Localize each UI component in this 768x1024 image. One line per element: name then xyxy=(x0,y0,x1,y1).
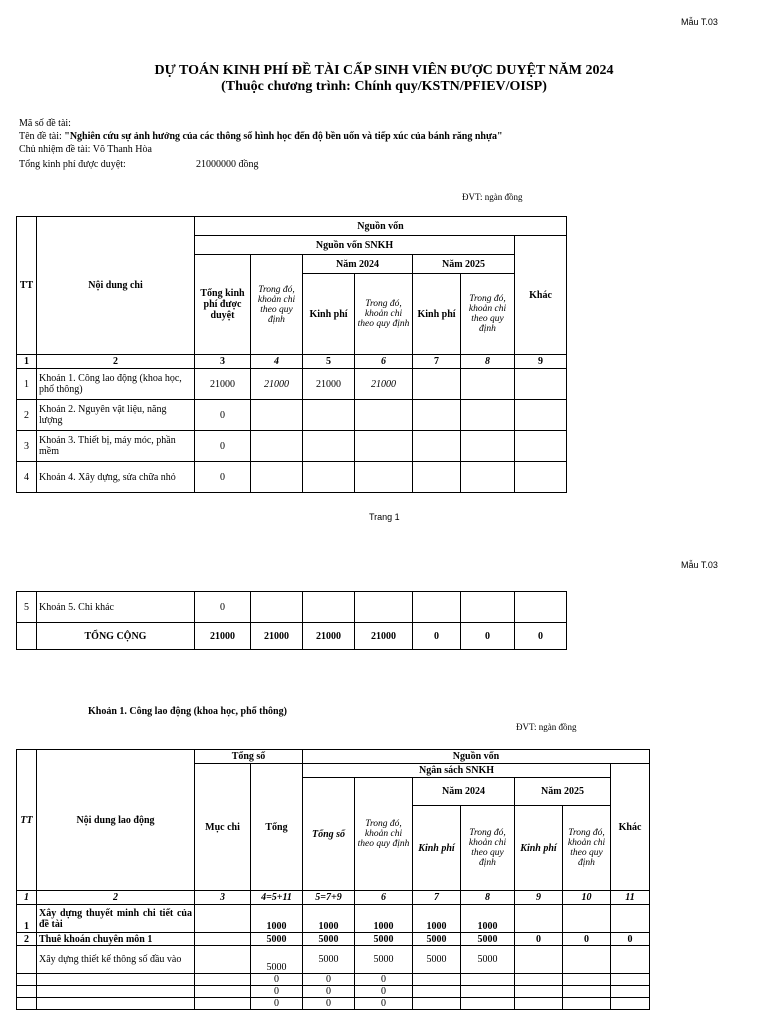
zero-value: 0 xyxy=(303,986,355,998)
row-name: Khoản 2. Nguyên vật liệu, năng lượng xyxy=(37,400,195,431)
row-among: 21000 xyxy=(251,369,303,400)
total-row xyxy=(17,623,567,650)
row-tt: 2 xyxy=(17,400,37,431)
table-row xyxy=(17,369,567,400)
row-among xyxy=(251,400,303,431)
zero-value: 0 xyxy=(355,986,413,998)
col-index: 7 xyxy=(413,355,461,369)
row-name: Thuê khoán chuyên môn 1 xyxy=(37,933,195,946)
total-value: 21000 xyxy=(303,623,355,650)
col-index: 9 xyxy=(515,891,563,905)
row-cost-2024: 5000 xyxy=(413,933,461,946)
empty-cell xyxy=(17,998,37,1010)
row-sum: 5000 xyxy=(303,946,355,974)
lead-name: Võ Thanh Hòa xyxy=(92,144,152,155)
empty-cell xyxy=(515,946,563,974)
row-among-2025 xyxy=(461,462,515,493)
header-year-2024: Năm 2024 xyxy=(303,255,413,274)
total-value: 21000 xyxy=(195,623,251,650)
row-cost-2024: 5000 xyxy=(413,946,461,974)
empty-cell xyxy=(515,905,563,933)
col-index: 1 xyxy=(17,891,37,905)
empty-cell xyxy=(355,592,413,623)
row-among: 5000 xyxy=(355,933,413,946)
row-among-2024 xyxy=(355,400,413,431)
header-other: Khác xyxy=(611,764,650,891)
table-row xyxy=(17,905,650,933)
empty-cell xyxy=(563,905,611,933)
row-total: 21000 xyxy=(195,369,251,400)
row-tt: 3 xyxy=(17,431,37,462)
empty-cell xyxy=(17,946,37,974)
empty-cell xyxy=(37,998,195,1010)
header-tt: TT xyxy=(17,750,37,891)
empty-cell xyxy=(563,946,611,974)
empty-cell xyxy=(413,974,461,986)
header-content: Nội dung lao động xyxy=(37,750,195,891)
empty-cell xyxy=(195,946,251,974)
header-among-2025: Trong đó, khoản chi theo quy định xyxy=(461,274,515,355)
row-total: 1000 xyxy=(251,905,303,933)
header-among-2024: Trong đó, khoản chi theo quy định xyxy=(461,806,515,891)
row-total: 0 xyxy=(195,592,251,623)
table-row xyxy=(17,431,567,462)
col-index: 2 xyxy=(37,891,195,905)
row-among-2025 xyxy=(461,400,515,431)
row-tt: 5 xyxy=(17,592,37,623)
table-row xyxy=(17,592,567,623)
table-row xyxy=(17,986,650,998)
unit-label: ĐVT: ngàn đồng xyxy=(462,192,523,202)
col-index: 3 xyxy=(195,891,251,905)
row-total: 5000 xyxy=(251,946,303,974)
page-number: Trang 1 xyxy=(369,512,400,522)
total-value: 0 xyxy=(413,623,461,650)
project-code-label: Mã số đề tài: xyxy=(19,118,71,129)
budget-summary-continued xyxy=(16,591,567,650)
empty-cell xyxy=(461,998,515,1010)
empty-cell xyxy=(515,974,563,986)
empty-cell xyxy=(195,998,251,1010)
unit-label-page2: ĐVT: ngàn đồng xyxy=(516,722,577,732)
col-index: 5=7+9 xyxy=(303,891,355,905)
form-code: Mẫu T.03 xyxy=(681,17,718,27)
empty-cell xyxy=(611,974,650,986)
zero-value: 0 xyxy=(303,974,355,986)
empty-cell xyxy=(37,974,195,986)
total-label: TỔNG CỘNG xyxy=(37,623,195,650)
header-among: Trong đó, khoản chi theo quy định xyxy=(251,255,303,355)
row-tt: 1 xyxy=(17,905,37,933)
project-name-label: Tên đề tài: xyxy=(19,131,62,142)
form-code-page2: Mẫu T.03 xyxy=(681,560,718,570)
header-source: Nguồn vốn xyxy=(303,750,650,764)
row-name: Xây dựng thuyết minh chi tiết của đề tài xyxy=(37,905,195,933)
table-row xyxy=(17,462,567,493)
empty-cell xyxy=(515,998,563,1010)
row-name: Khoản 4. Xây dựng, sửa chữa nhỏ xyxy=(37,462,195,493)
row-total: 0 xyxy=(195,462,251,493)
row-among: 5000 xyxy=(355,946,413,974)
zero-value: 0 xyxy=(251,986,303,998)
row-cost-2025 xyxy=(413,431,461,462)
empty-cell xyxy=(563,986,611,998)
page-title: DỰ TOÁN KINH PHÍ ĐỀ TÀI CẤP SINH VIÊN ĐƯỢC DUYỆT NĂM 2024 xyxy=(154,63,614,78)
empty-cell xyxy=(17,986,37,998)
empty-cell xyxy=(563,974,611,986)
header-totals: Tổng số xyxy=(195,750,303,764)
header-snkh: Nguồn vốn SNKH xyxy=(195,236,515,255)
header-year-2025: Năm 2025 xyxy=(413,255,515,274)
project-name: "Nghiên cứu sự ảnh hưởng của các thông số hình học đến độ bền uốn và tiếp xúc của bánh răng nhựa" xyxy=(64,131,503,142)
row-among-2025: 0 xyxy=(563,933,611,946)
row-total: 0 xyxy=(195,431,251,462)
row-cost-2025 xyxy=(413,462,461,493)
empty-cell xyxy=(195,974,251,986)
row-cost-2025: 0 xyxy=(515,933,563,946)
row-cost-2025 xyxy=(413,369,461,400)
zero-value: 0 xyxy=(251,998,303,1010)
empty-cell xyxy=(611,905,650,933)
empty-cell xyxy=(461,974,515,986)
budget-label: Tổng kinh phí được duyệt: xyxy=(19,159,126,170)
empty-cell xyxy=(251,592,303,623)
header-cost-2025: Kinh phí xyxy=(413,274,461,355)
empty-cell xyxy=(195,933,251,946)
row-total: 0 xyxy=(195,400,251,431)
header-sum: Tổng số xyxy=(303,778,355,891)
row-other xyxy=(515,431,567,462)
row-cost-2024: 21000 xyxy=(303,369,355,400)
row-among-2024: 5000 xyxy=(461,946,515,974)
row-tt: 2 xyxy=(17,933,37,946)
header-other: Khác xyxy=(515,236,567,355)
row-name: Xây dựng thiết kế thông số đầu vào xyxy=(37,946,195,974)
row-total: 5000 xyxy=(251,933,303,946)
row-tt: 4 xyxy=(17,462,37,493)
header-item: Mục chi xyxy=(195,764,251,891)
empty-cell xyxy=(461,592,515,623)
total-value: 0 xyxy=(515,623,567,650)
col-index: 7 xyxy=(413,891,461,905)
col-index: 11 xyxy=(611,891,650,905)
header-among-2024: Trong đó, khoản chi theo quy định xyxy=(355,274,413,355)
empty-cell xyxy=(413,998,461,1010)
row-among: 1000 xyxy=(355,905,413,933)
header-among-2025: Trong đó, khoản chi theo quy định xyxy=(563,806,611,891)
col-index: 4=5+11 xyxy=(251,891,303,905)
row-among-2025 xyxy=(461,369,515,400)
lead-line xyxy=(19,144,152,156)
empty-cell xyxy=(515,592,567,623)
row-among xyxy=(251,462,303,493)
total-value: 21000 xyxy=(251,623,303,650)
row-cost-2025 xyxy=(413,400,461,431)
table-row xyxy=(17,946,650,974)
section-title: Khoản 1. Công lao động (khoa học, phổ thông) xyxy=(88,706,287,717)
row-cost-2024 xyxy=(303,431,355,462)
table-row xyxy=(17,400,567,431)
col-index: 6 xyxy=(355,355,413,369)
col-index: 8 xyxy=(461,891,515,905)
col-index: 10 xyxy=(563,891,611,905)
table-row xyxy=(17,974,650,986)
row-name: Khoản 1. Công lao động (khoa học, phổ thông) xyxy=(37,369,195,400)
table-row xyxy=(17,933,650,946)
row-among-2024: 21000 xyxy=(355,369,413,400)
empty-cell xyxy=(17,974,37,986)
row-sum: 1000 xyxy=(303,905,355,933)
empty-cell xyxy=(195,905,251,933)
row-cost-2024 xyxy=(303,400,355,431)
empty-cell xyxy=(195,986,251,998)
empty-cell xyxy=(303,592,355,623)
col-index: 2 xyxy=(37,355,195,369)
row-among-2025 xyxy=(461,431,515,462)
header-total-approved: Tổng kinh phí được duyệt xyxy=(195,255,251,355)
empty-cell xyxy=(17,623,37,650)
col-index: 1 xyxy=(17,355,37,369)
header-content: Nội dung chi xyxy=(37,217,195,355)
row-among-2024: 5000 xyxy=(461,933,515,946)
row-other xyxy=(515,462,567,493)
header-cost-2024: Kinh phí xyxy=(303,274,355,355)
row-other: 0 xyxy=(611,933,650,946)
zero-value: 0 xyxy=(355,998,413,1010)
header-budget: Ngân sách SNKH xyxy=(303,764,611,778)
project-name-line xyxy=(19,131,503,143)
header-cost-2024: Kinh phí xyxy=(413,806,461,891)
row-among xyxy=(251,431,303,462)
empty-cell xyxy=(611,946,650,974)
col-index: 8 xyxy=(461,355,515,369)
row-other xyxy=(515,400,567,431)
row-among-2024 xyxy=(355,431,413,462)
col-index: 5 xyxy=(303,355,355,369)
header-among: Trong đó, khoản chi theo quy định xyxy=(355,778,413,891)
empty-cell xyxy=(413,592,461,623)
zero-value: 0 xyxy=(355,974,413,986)
row-sum: 5000 xyxy=(303,933,355,946)
zero-value: 0 xyxy=(251,974,303,986)
header-source: Nguồn vốn xyxy=(195,217,567,236)
zero-value: 0 xyxy=(303,998,355,1010)
col-index: 3 xyxy=(195,355,251,369)
row-cost-2024 xyxy=(303,462,355,493)
row-cost-2024: 1000 xyxy=(413,905,461,933)
empty-cell xyxy=(563,998,611,1010)
empty-cell xyxy=(413,986,461,998)
row-among-2024 xyxy=(355,462,413,493)
row-other xyxy=(515,369,567,400)
empty-cell xyxy=(515,986,563,998)
empty-cell xyxy=(37,986,195,998)
lead-label: Chủ nhiệm đề tài: xyxy=(19,144,91,155)
header-year-2025: Năm 2025 xyxy=(515,778,611,806)
empty-cell xyxy=(611,986,650,998)
budget-summary-table xyxy=(16,216,567,493)
col-index: 6 xyxy=(355,891,413,905)
table-row xyxy=(17,998,650,1010)
row-tt: 1 xyxy=(17,369,37,400)
empty-cell xyxy=(611,998,650,1010)
budget-value: 21000000 đồng xyxy=(196,159,259,170)
row-name: Khoản 5. Chi khác xyxy=(37,592,195,623)
col-index: 9 xyxy=(515,355,567,369)
page-subtitle: (Thuộc chương trình: Chính quy/KSTN/PFIEV/OISP) xyxy=(221,79,547,94)
labor-detail-table xyxy=(16,749,650,1010)
header-cost-2025: Kinh phí xyxy=(515,806,563,891)
header-year-2024: Năm 2024 xyxy=(413,778,515,806)
total-value: 0 xyxy=(461,623,515,650)
row-among-2024: 1000 xyxy=(461,905,515,933)
header-total: Tổng xyxy=(251,764,303,891)
col-index: 4 xyxy=(251,355,303,369)
total-value: 21000 xyxy=(355,623,413,650)
empty-cell xyxy=(461,986,515,998)
header-tt: TT xyxy=(17,217,37,355)
row-name: Khoản 3. Thiết bị, máy móc, phần mềm xyxy=(37,431,195,462)
